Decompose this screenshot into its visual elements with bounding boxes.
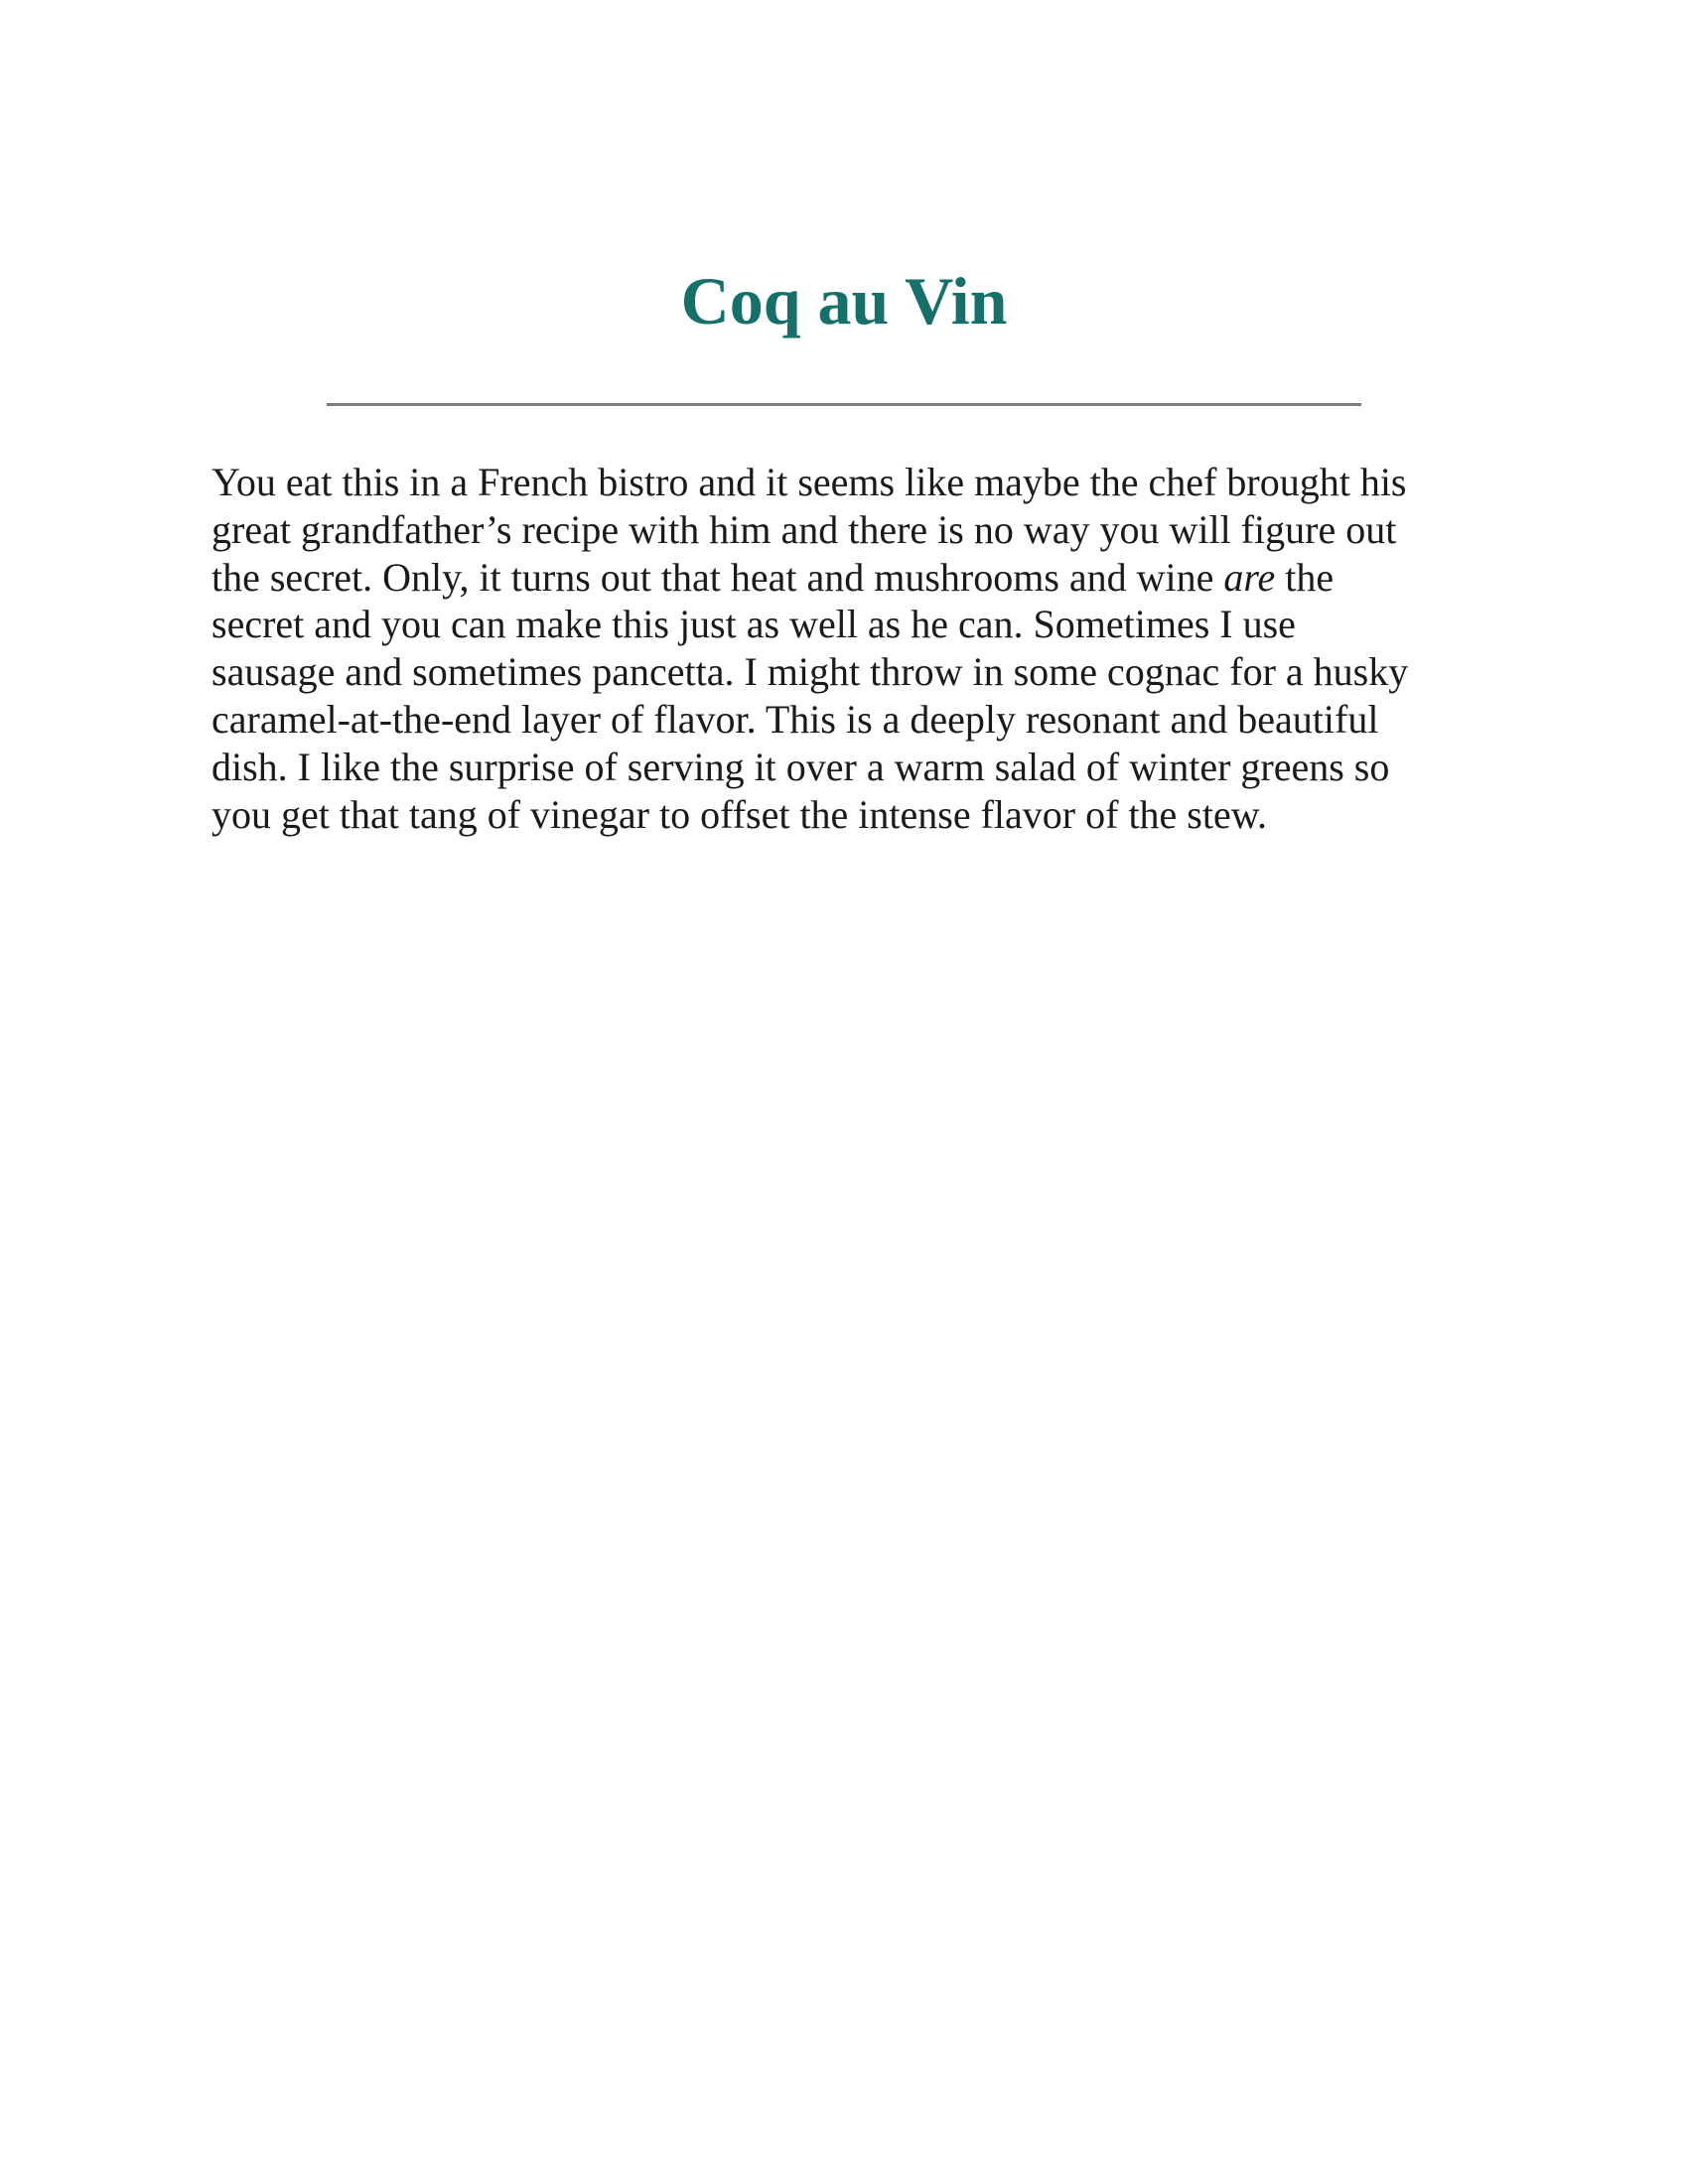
paragraph-line: great grandfather’s recipe with him and there is no way you will figure out bbox=[211, 506, 1397, 552]
paragraph-line: caramel-at-the-end layer of flavor. This is a deeply resonant and beautiful bbox=[211, 696, 1379, 742]
paragraph-line: dish. I like the surprise of serving it over a warm salad of winter greens so bbox=[211, 744, 1390, 789]
title-divider bbox=[327, 403, 1361, 406]
recipe-title: Coq au Vin bbox=[680, 263, 1008, 339]
paragraph-line bbox=[211, 554, 1492, 602]
paragraph-line: you get that tang of vinegar to offset the intense flavor of the stew. bbox=[211, 791, 1268, 837]
recipe-intro-paragraph bbox=[211, 459, 1492, 838]
paragraph-line: You eat this in a French bistro and it seems like maybe the chef brought his bbox=[211, 460, 1407, 504]
paragraph-line: sausage and sometimes pancetta. I might throw in some cognac for a husky bbox=[211, 649, 1409, 695]
paragraph-text-segment: the bbox=[1275, 554, 1335, 600]
paragraph-text-segment: the secret. Only, it turns out that heat and mushrooms and wine bbox=[211, 554, 1224, 600]
emphasized-word: are bbox=[1223, 554, 1276, 600]
paragraph-line: secret and you can make this just as well as he can. Sometimes I use bbox=[211, 602, 1296, 647]
